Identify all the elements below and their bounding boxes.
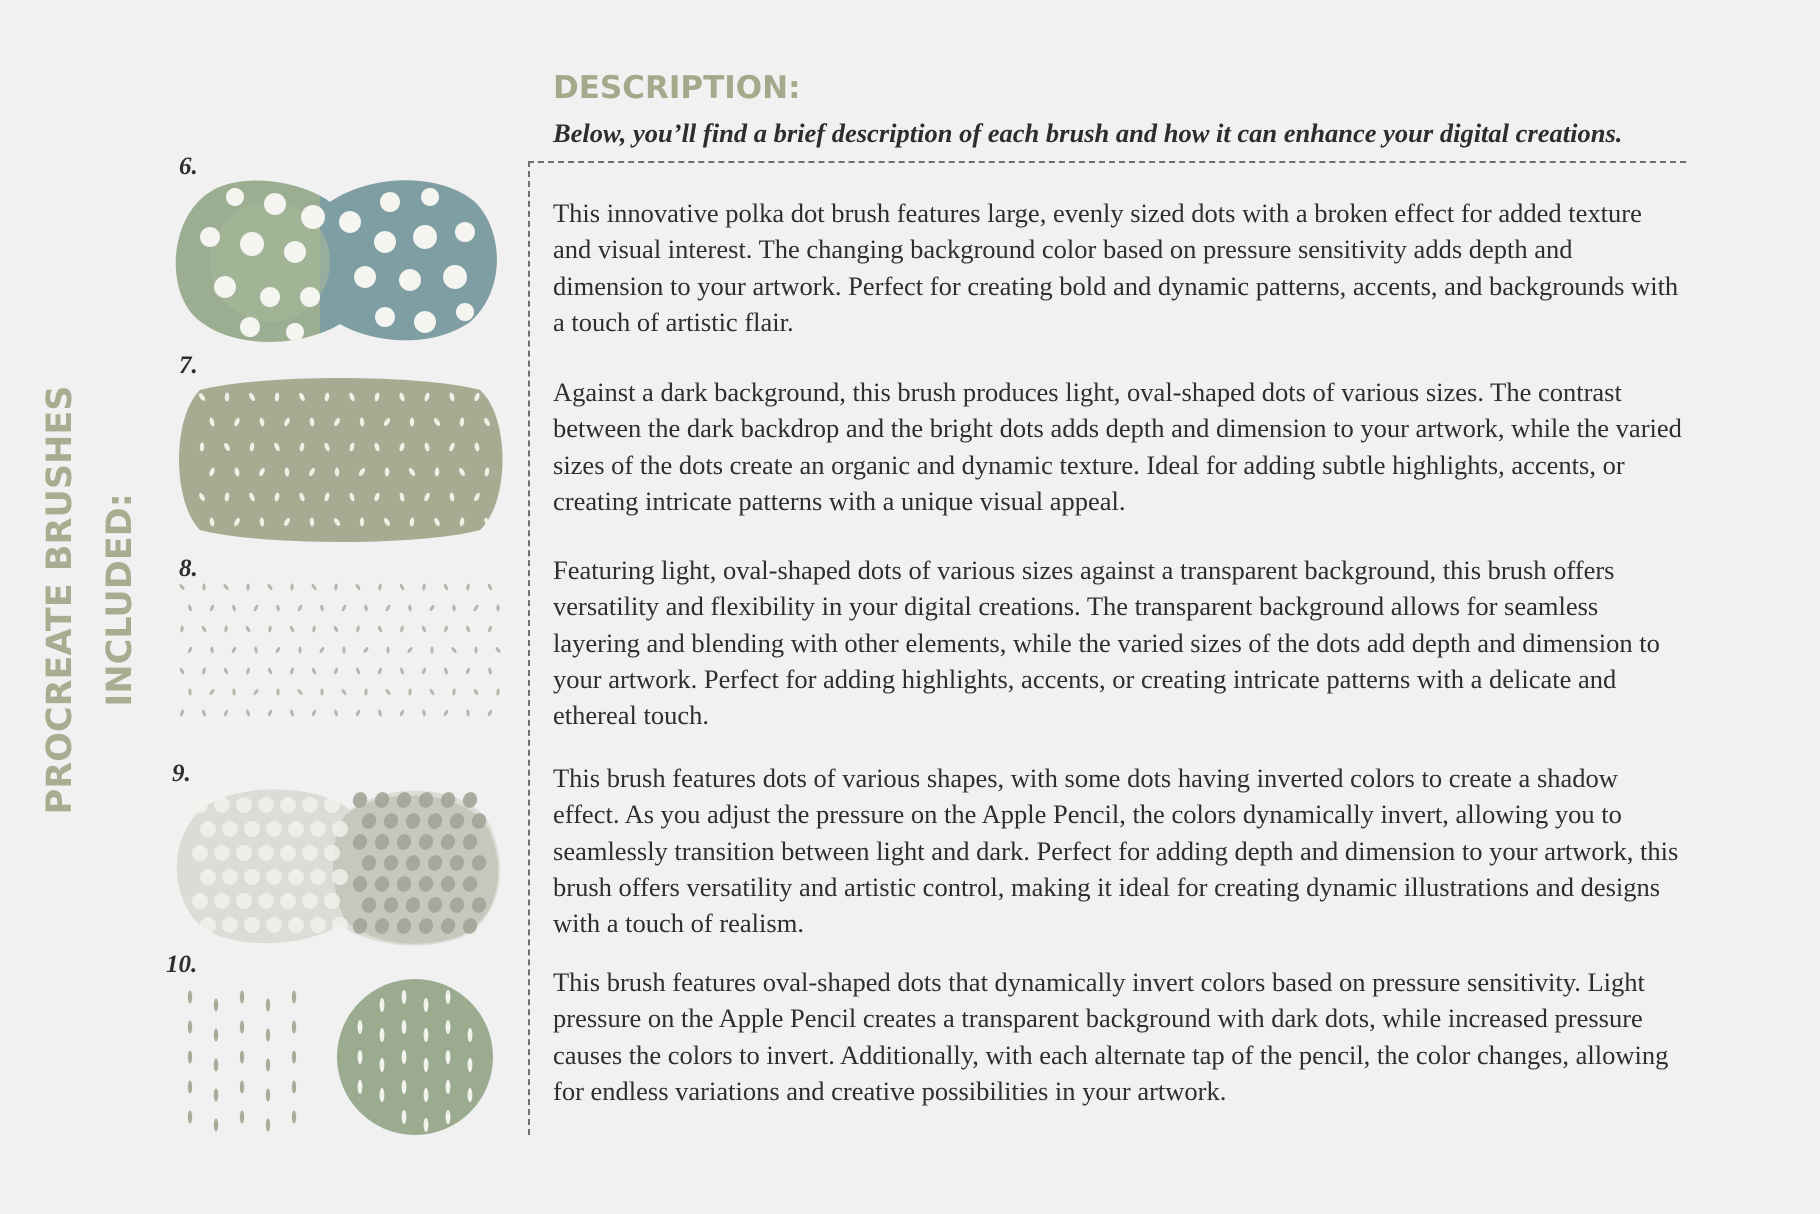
brush-6-description: This innovative polka dot brush features large, evenly sized dots with a broken effect for added texture and visual interest. The changing background color based on pressure sensitivity adds depth and dimension to your artwork. Perfect for creating bold and dynamic patterns, accents, and backgrounds with a touch of artistic flair. bbox=[553, 198, 1679, 337]
brush-7-description: Against a dark background, this brush produces light, oval-shaped dots of various sizes. The contrast between the dark backdrop and the bright dots adds depth and dimension to your artwork, while the varied sizes of the dots create an organic and dynamic texture. Ideal for adding subtle highlights, accents, or creating intricate patterns with a unique visual appeal. bbox=[553, 377, 1682, 516]
brush-9-swatch-icon bbox=[170, 780, 510, 950]
side-title: PROCREATE BRUSHES INCLUDED: bbox=[40, 385, 140, 815]
vertical-divider bbox=[528, 161, 530, 1135]
brush-8-swatch-icon bbox=[170, 575, 510, 735]
brush-9-description: This brush features dots of various shapes, with some dots having inverted colors to create a shadow effect. As you adjust the pressure on the Apple Pencil, the colors dynamically invert, allowing you to seamlessly transition between light and dark. Perfect for adding depth and dimension to your artwork, this brush offers versatility and artistic control, making it ideal for creating dynamic illustrations and designs with a touch of realism. bbox=[553, 763, 1679, 939]
brush-10-description: This brush features oval-shaped dots that dynamically invert colors based on pressure sensitivity. Light pressure on the Apple Pencil creates a transparent background with dark dots, while increased pressure causes the colors to invert. Additionally, with each alternate tap of the pencil, the color changes, allowing for endless variations and creative possibilities in your artwork. bbox=[553, 967, 1669, 1106]
brush-number-10: 10. bbox=[166, 951, 198, 978]
brush-number-6: 6. bbox=[179, 153, 198, 180]
description-heading: DESCRIPTION: bbox=[553, 70, 801, 106]
description-subheading: Below, you’ll find a brief description of each brush and how it can enhance your digital creations. bbox=[553, 118, 1623, 148]
horizontal-divider bbox=[528, 161, 1686, 163]
brush-number-8: 8. bbox=[179, 555, 198, 582]
brush-6-swatch-icon bbox=[170, 172, 510, 347]
brush-number-9: 9. bbox=[172, 760, 191, 787]
brush-7-swatch-icon bbox=[170, 372, 510, 547]
brush-number-7: 7. bbox=[179, 352, 198, 379]
brush-10-swatch-icon bbox=[170, 975, 510, 1140]
brush-8-description: Featuring light, oval-shaped dots of various sizes against a transparent background, this brush offers versatility and flexibility in your digital creations. The transparent background allows for seamless layering and blending with other elements, while the varied sizes of the dots add depth and dimension to your artwork. Perfect for adding highlights, accents, or creating intricate patterns with a delicate and ethereal touch. bbox=[553, 555, 1660, 731]
